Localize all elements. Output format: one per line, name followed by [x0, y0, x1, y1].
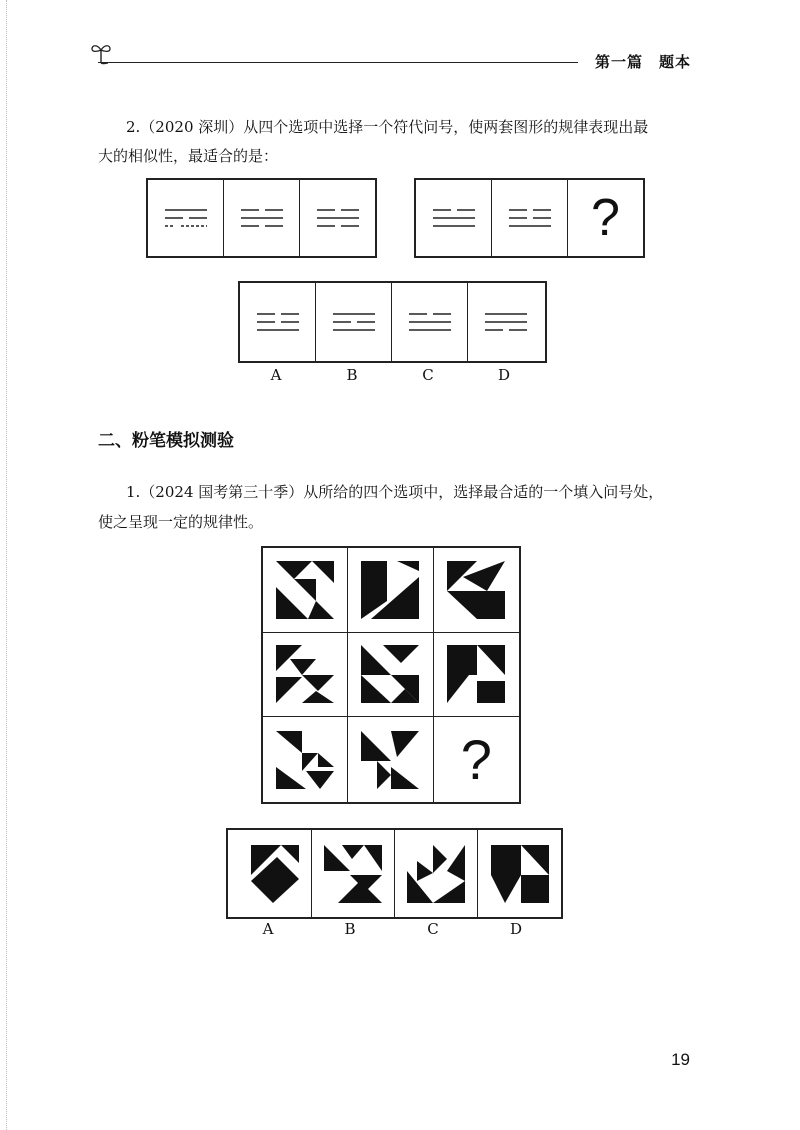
q1-option-c[interactable] — [395, 830, 478, 917]
q1-grid-fig-7 — [263, 717, 348, 802]
q1-grid-fig-8 — [348, 717, 433, 802]
q2-option-c[interactable] — [392, 283, 468, 361]
q2-question-mark: ? — [591, 189, 620, 247]
q1-grid-fig-3 — [434, 548, 519, 633]
q1-label-d: D — [509, 920, 523, 938]
q2-label-b: B — [346, 366, 358, 384]
q1-grid-fig-2 — [348, 548, 433, 633]
q1-question-mark: ? — [460, 728, 492, 792]
q2-label-d: D — [497, 366, 511, 384]
q1-grid-fig-6 — [434, 633, 519, 718]
q2-set1-fig2 — [224, 180, 300, 256]
q2-set1 — [146, 178, 377, 258]
q2-set1-fig1 — [148, 180, 224, 256]
q2-set1-fig3 — [300, 180, 375, 256]
q2-text-line2: 大的相似性，最适合的是： — [98, 147, 279, 165]
q1-option-d[interactable] — [478, 830, 561, 917]
q2-option-a[interactable] — [240, 283, 316, 361]
q1-label-c: C — [427, 920, 439, 938]
q1-option-a[interactable] — [228, 830, 312, 917]
binding-margin-dots — [6, 0, 9, 1130]
q2-option-d[interactable] — [468, 283, 543, 361]
q2-set2-fig2 — [492, 180, 568, 256]
section-title: 二、粉笔模拟测验 — [98, 431, 234, 451]
q2-option-b[interactable] — [316, 283, 392, 361]
q1-text-line1: 1.（2024 国考第三十季）从所给的四个选项中，选择最合适的一个填入问号处， — [126, 483, 664, 501]
q1-grid-fig-5 — [348, 633, 433, 718]
q2-options — [238, 281, 547, 363]
q1-label-b: B — [344, 920, 356, 938]
page-number: 19 — [671, 1050, 690, 1069]
q1-text-line2: 使之呈现一定的规律性。 — [98, 513, 264, 531]
q2-set2 — [414, 178, 645, 258]
q2-set2-fig1 — [416, 180, 492, 256]
q2-label-a: A — [270, 366, 282, 384]
header-rule — [98, 62, 578, 63]
q1-options — [226, 828, 563, 919]
q1-option-b[interactable] — [312, 830, 395, 917]
q2-text-line1: 2.（2020 深圳）从四个选项中选择一个符代问号，使两套图形的规律表现出最 — [126, 118, 649, 136]
q2-label-c: C — [422, 366, 434, 384]
q1-grid-fig-1 — [263, 548, 348, 633]
q1-label-a: A — [262, 920, 274, 938]
chapter-title: 第一篇 题本 — [595, 53, 692, 71]
q1-figure-grid — [261, 546, 521, 804]
q1-grid-fig-4 — [263, 633, 348, 718]
